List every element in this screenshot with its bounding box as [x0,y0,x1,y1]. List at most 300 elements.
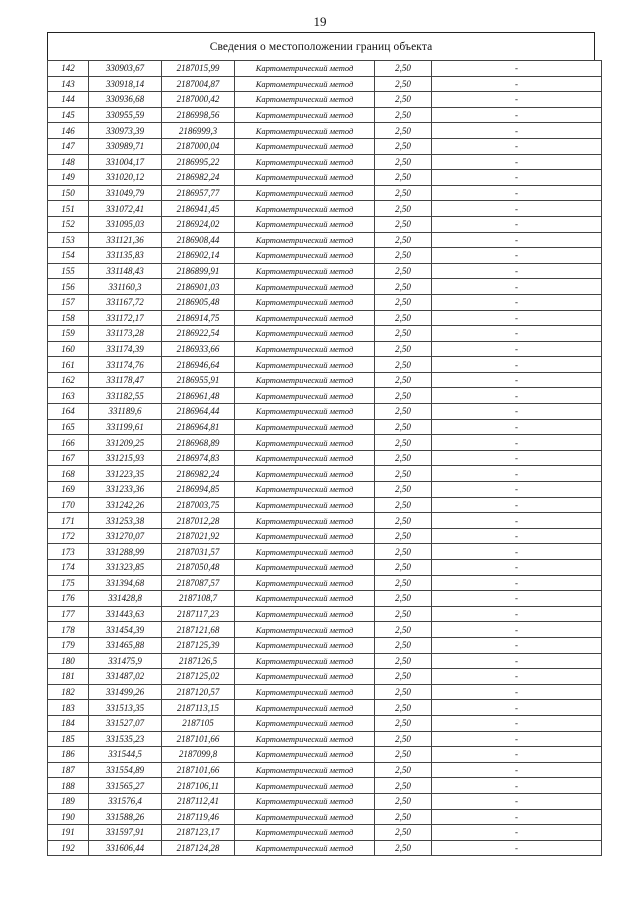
precision-cell: 2,50 [375,622,432,638]
y-coordinate-cell: 2186902,14 [162,248,235,264]
method-cell: Картометрический метод [235,310,375,326]
point-number-cell: 150 [48,185,89,201]
precision-cell: 2,50 [375,123,432,139]
description-cell: - [432,700,602,716]
table-row [48,310,602,326]
table-row [48,232,602,248]
x-coordinate-cell: 331576,4 [89,793,162,809]
table-row [48,793,602,809]
page-number: 19 [313,14,327,29]
x-coordinate-cell: 330903,67 [89,61,162,77]
method-cell: Картометрический метод [235,637,375,653]
x-coordinate-cell: 331288,99 [89,544,162,560]
precision-cell: 2,50 [375,513,432,529]
description-cell: - [432,653,602,669]
method-cell: Картометрический метод [235,653,375,669]
table-row [48,747,602,763]
y-coordinate-cell: 2187015,99 [162,61,235,77]
point-number-cell: 158 [48,310,89,326]
description-cell: - [432,419,602,435]
table-row [48,684,602,700]
precision-cell: 2,50 [375,560,432,576]
precision-cell: 2,50 [375,279,432,295]
point-number-cell: 191 [48,825,89,841]
description-cell: - [432,809,602,825]
point-number-cell: 149 [48,170,89,186]
table-row [48,76,602,92]
y-coordinate-cell: 2187117,23 [162,606,235,622]
description-cell: - [432,372,602,388]
point-number-cell: 176 [48,591,89,607]
y-coordinate-cell: 2186994,85 [162,482,235,498]
point-number-cell: 182 [48,684,89,700]
y-coordinate-cell: 2186964,44 [162,404,235,420]
table-row [48,372,602,388]
description-cell: - [432,232,602,248]
description-cell: - [432,61,602,77]
precision-cell: 2,50 [375,528,432,544]
method-cell: Картометрический метод [235,170,375,186]
table-row [48,404,602,420]
description-cell: - [432,840,602,856]
point-number-cell: 155 [48,263,89,279]
point-number-cell: 145 [48,107,89,123]
description-cell: - [432,825,602,841]
method-cell: Картометрический метод [235,544,375,560]
precision-cell: 2,50 [375,591,432,607]
x-coordinate-cell: 331544,5 [89,747,162,763]
precision-cell: 2,50 [375,76,432,92]
description-cell: - [432,357,602,373]
method-cell: Картометрический метод [235,482,375,498]
method-cell: Картометрический метод [235,622,375,638]
precision-cell: 2,50 [375,154,432,170]
point-number-cell: 160 [48,341,89,357]
precision-cell: 2,50 [375,809,432,825]
precision-cell: 2,50 [375,700,432,716]
description-cell: - [432,482,602,498]
point-number-cell: 167 [48,450,89,466]
y-coordinate-cell: 2187121,68 [162,622,235,638]
method-cell: Картометрический метод [235,341,375,357]
description-cell: - [432,138,602,154]
method-cell: Картометрический метод [235,825,375,841]
y-coordinate-cell: 2186995,22 [162,154,235,170]
method-cell: Картометрический метод [235,279,375,295]
description-cell: - [432,92,602,108]
x-coordinate-cell: 331233,36 [89,482,162,498]
x-coordinate-cell: 331606,44 [89,840,162,856]
precision-cell: 2,50 [375,497,432,513]
description-cell: - [432,528,602,544]
table-row [48,715,602,731]
precision-cell: 2,50 [375,778,432,794]
point-number-cell: 152 [48,216,89,232]
x-coordinate-cell: 331270,07 [89,528,162,544]
method-cell: Картометрический метод [235,560,375,576]
method-cell: Картометрический метод [235,357,375,373]
precision-cell: 2,50 [375,310,432,326]
point-number-cell: 181 [48,669,89,685]
x-coordinate-cell: 330936,68 [89,92,162,108]
table-row [48,92,602,108]
point-number-cell: 172 [48,528,89,544]
table-row [48,825,602,841]
description-cell: - [432,435,602,451]
point-number-cell: 168 [48,466,89,482]
table-row [48,731,602,747]
table-row [48,669,602,685]
y-coordinate-cell: 2187004,87 [162,76,235,92]
y-coordinate-cell: 2186998,56 [162,107,235,123]
y-coordinate-cell: 2187124,28 [162,840,235,856]
x-coordinate-cell: 331465,88 [89,637,162,653]
x-coordinate-cell: 331588,26 [89,809,162,825]
precision-cell: 2,50 [375,326,432,342]
precision-cell: 2,50 [375,107,432,123]
y-coordinate-cell: 2186999,3 [162,123,235,139]
point-number-cell: 177 [48,606,89,622]
y-coordinate-cell: 2187000,42 [162,92,235,108]
table-row [48,341,602,357]
table-row [48,154,602,170]
method-cell: Картометрический метод [235,513,375,529]
description-cell: - [432,450,602,466]
y-coordinate-cell: 2186899,91 [162,263,235,279]
precision-cell: 2,50 [375,466,432,482]
precision-cell: 2,50 [375,669,432,685]
method-cell: Картометрический метод [235,809,375,825]
method-cell: Картометрический метод [235,528,375,544]
description-cell: - [432,326,602,342]
method-cell: Картометрический метод [235,715,375,731]
method-cell: Картометрический метод [235,606,375,622]
point-number-cell: 180 [48,653,89,669]
y-coordinate-cell: 2186974,83 [162,450,235,466]
x-coordinate-cell: 331178,47 [89,372,162,388]
description-cell: - [432,762,602,778]
precision-cell: 2,50 [375,248,432,264]
y-coordinate-cell: 2187125,02 [162,669,235,685]
y-coordinate-cell: 2186982,24 [162,466,235,482]
point-number-cell: 169 [48,482,89,498]
table-row [48,591,602,607]
precision-cell: 2,50 [375,482,432,498]
x-coordinate-cell: 331209,25 [89,435,162,451]
x-coordinate-cell: 331095,03 [89,216,162,232]
point-number-cell: 164 [48,404,89,420]
method-cell: Картометрический метод [235,450,375,466]
table-row [48,700,602,716]
precision-cell: 2,50 [375,170,432,186]
y-coordinate-cell: 2186968,89 [162,435,235,451]
point-number-cell: 185 [48,731,89,747]
point-number-cell: 190 [48,809,89,825]
y-coordinate-cell: 2187012,28 [162,513,235,529]
table-row [48,388,602,404]
method-cell: Картометрический метод [235,497,375,513]
table-body [48,61,602,856]
table-row [48,466,602,482]
x-coordinate-cell: 331174,39 [89,341,162,357]
y-coordinate-cell: 2186955,91 [162,372,235,388]
y-coordinate-cell: 2187119,46 [162,809,235,825]
y-coordinate-cell: 2187000,04 [162,138,235,154]
precision-cell: 2,50 [375,419,432,435]
precision-cell: 2,50 [375,185,432,201]
y-coordinate-cell: 2186964,81 [162,419,235,435]
description-cell: - [432,294,602,310]
precision-cell: 2,50 [375,388,432,404]
method-cell: Картометрический метод [235,92,375,108]
method-cell: Картометрический метод [235,294,375,310]
y-coordinate-cell: 2186908,44 [162,232,235,248]
point-number-cell: 186 [48,747,89,763]
point-number-cell: 184 [48,715,89,731]
x-coordinate-cell: 331174,76 [89,357,162,373]
point-number-cell: 188 [48,778,89,794]
x-coordinate-cell: 331173,28 [89,326,162,342]
precision-cell: 2,50 [375,840,432,856]
x-coordinate-cell: 331148,43 [89,263,162,279]
table-row [48,419,602,435]
precision-cell: 2,50 [375,263,432,279]
precision-cell: 2,50 [375,216,432,232]
x-coordinate-cell: 331554,89 [89,762,162,778]
y-coordinate-cell: 2187101,66 [162,762,235,778]
description-cell: - [432,575,602,591]
method-cell: Картометрический метод [235,747,375,763]
x-coordinate-cell: 330918,14 [89,76,162,92]
table-row [48,248,602,264]
x-coordinate-cell: 331135,83 [89,248,162,264]
x-coordinate-cell: 331253,38 [89,513,162,529]
method-cell: Картометрический метод [235,154,375,170]
method-cell: Картометрический метод [235,232,375,248]
point-number-cell: 143 [48,76,89,92]
description-cell: - [432,778,602,794]
precision-cell: 2,50 [375,653,432,669]
description-cell: - [432,216,602,232]
description-cell: - [432,793,602,809]
description-cell: - [432,263,602,279]
point-number-cell: 178 [48,622,89,638]
point-number-cell: 173 [48,544,89,560]
x-coordinate-cell: 331513,35 [89,700,162,716]
point-number-cell: 161 [48,357,89,373]
table-row [48,185,602,201]
method-cell: Картометрический метод [235,762,375,778]
table-row [48,294,602,310]
method-cell: Картометрический метод [235,76,375,92]
description-cell: - [432,669,602,685]
x-coordinate-cell: 331160,3 [89,279,162,295]
table-row [48,762,602,778]
point-number-cell: 156 [48,279,89,295]
description-cell: - [432,591,602,607]
point-number-cell: 183 [48,700,89,716]
table-row [48,653,602,669]
method-cell: Картометрический метод [235,326,375,342]
table-row [48,840,602,856]
table-row [48,107,602,123]
description-cell: - [432,560,602,576]
description-cell: - [432,497,602,513]
method-cell: Картометрический метод [235,107,375,123]
description-cell: - [432,606,602,622]
x-coordinate-cell: 331167,72 [89,294,162,310]
method-cell: Картометрический метод [235,123,375,139]
description-cell: - [432,170,602,186]
y-coordinate-cell: 2186982,24 [162,170,235,186]
table-row [48,170,602,186]
table-row [48,778,602,794]
description-cell: - [432,185,602,201]
y-coordinate-cell: 2187105 [162,715,235,731]
point-number-cell: 154 [48,248,89,264]
y-coordinate-cell: 2186933,66 [162,341,235,357]
precision-cell: 2,50 [375,731,432,747]
x-coordinate-cell: 331597,91 [89,825,162,841]
y-coordinate-cell: 2186941,45 [162,201,235,217]
table-row [48,482,602,498]
method-cell: Картометрический метод [235,419,375,435]
precision-cell: 2,50 [375,715,432,731]
method-cell: Картометрический метод [235,201,375,217]
x-coordinate-cell: 331049,79 [89,185,162,201]
description-cell: - [432,248,602,264]
x-coordinate-cell: 331535,23 [89,731,162,747]
x-coordinate-cell: 331475,9 [89,653,162,669]
method-cell: Картометрический метод [235,700,375,716]
point-number-cell: 159 [48,326,89,342]
table-row [48,606,602,622]
description-cell: - [432,341,602,357]
precision-cell: 2,50 [375,575,432,591]
precision-cell: 2,50 [375,294,432,310]
x-coordinate-cell: 330955,59 [89,107,162,123]
method-cell: Картометрический метод [235,216,375,232]
x-coordinate-cell: 331527,07 [89,715,162,731]
table-row [48,263,602,279]
point-number-cell: 151 [48,201,89,217]
precision-cell: 2,50 [375,201,432,217]
y-coordinate-cell: 2187099,8 [162,747,235,763]
precision-cell: 2,50 [375,637,432,653]
x-coordinate-cell: 331242,26 [89,497,162,513]
y-coordinate-cell: 2187113,15 [162,700,235,716]
precision-cell: 2,50 [375,544,432,560]
description-cell: - [432,731,602,747]
precision-cell: 2,50 [375,61,432,77]
method-cell: Картометрический метод [235,185,375,201]
point-number-cell: 157 [48,294,89,310]
precision-cell: 2,50 [375,92,432,108]
y-coordinate-cell: 2187087,57 [162,575,235,591]
y-coordinate-cell: 2187108,7 [162,591,235,607]
x-coordinate-cell: 331487,02 [89,669,162,685]
method-cell: Картометрический метод [235,591,375,607]
x-coordinate-cell: 331454,39 [89,622,162,638]
x-coordinate-cell: 331223,35 [89,466,162,482]
point-number-cell: 189 [48,793,89,809]
table-row [48,575,602,591]
table-row [48,528,602,544]
point-number-cell: 148 [48,154,89,170]
description-cell: - [432,107,602,123]
coordinates-sheet [47,32,595,856]
method-cell: Картометрический метод [235,778,375,794]
table-row [48,123,602,139]
y-coordinate-cell: 2187123,17 [162,825,235,841]
table-title: Сведения о местоположении границ объекта [47,32,595,60]
description-cell: - [432,201,602,217]
table-row [48,216,602,232]
precision-cell: 2,50 [375,372,432,388]
table-row [48,497,602,513]
point-number-cell: 175 [48,575,89,591]
method-cell: Картометрический метод [235,684,375,700]
method-cell: Картометрический метод [235,388,375,404]
description-cell: - [432,637,602,653]
x-coordinate-cell: 331428,8 [89,591,162,607]
table-row [48,201,602,217]
method-cell: Картометрический метод [235,263,375,279]
point-number-cell: 144 [48,92,89,108]
description-cell: - [432,622,602,638]
description-cell: - [432,684,602,700]
point-number-cell: 192 [48,840,89,856]
x-coordinate-cell: 331004,17 [89,154,162,170]
y-coordinate-cell: 2186957,77 [162,185,235,201]
table-row [48,61,602,77]
point-number-cell: 146 [48,123,89,139]
point-number-cell: 163 [48,388,89,404]
precision-cell: 2,50 [375,232,432,248]
table-row [48,138,602,154]
table-row [48,450,602,466]
precision-cell: 2,50 [375,793,432,809]
y-coordinate-cell: 2187050,48 [162,560,235,576]
description-cell: - [432,715,602,731]
y-coordinate-cell: 2186901,03 [162,279,235,295]
method-cell: Картометрический метод [235,61,375,77]
point-number-cell: 153 [48,232,89,248]
method-cell: Картометрический метод [235,575,375,591]
y-coordinate-cell: 2187112,41 [162,793,235,809]
precision-cell: 2,50 [375,138,432,154]
table-row [48,435,602,451]
x-coordinate-cell: 330989,71 [89,138,162,154]
table-row [48,326,602,342]
table-row [48,622,602,638]
point-number-cell: 147 [48,138,89,154]
method-cell: Картометрический метод [235,731,375,747]
y-coordinate-cell: 2187106,11 [162,778,235,794]
point-number-cell: 174 [48,560,89,576]
y-coordinate-cell: 2186924,02 [162,216,235,232]
point-number-cell: 171 [48,513,89,529]
y-coordinate-cell: 2186961,48 [162,388,235,404]
x-coordinate-cell: 331394,68 [89,575,162,591]
point-number-cell: 170 [48,497,89,513]
description-cell: - [432,154,602,170]
x-coordinate-cell: 331199,61 [89,419,162,435]
point-number-cell: 179 [48,637,89,653]
x-coordinate-cell: 331499,26 [89,684,162,700]
table-row [48,513,602,529]
table-row [48,279,602,295]
